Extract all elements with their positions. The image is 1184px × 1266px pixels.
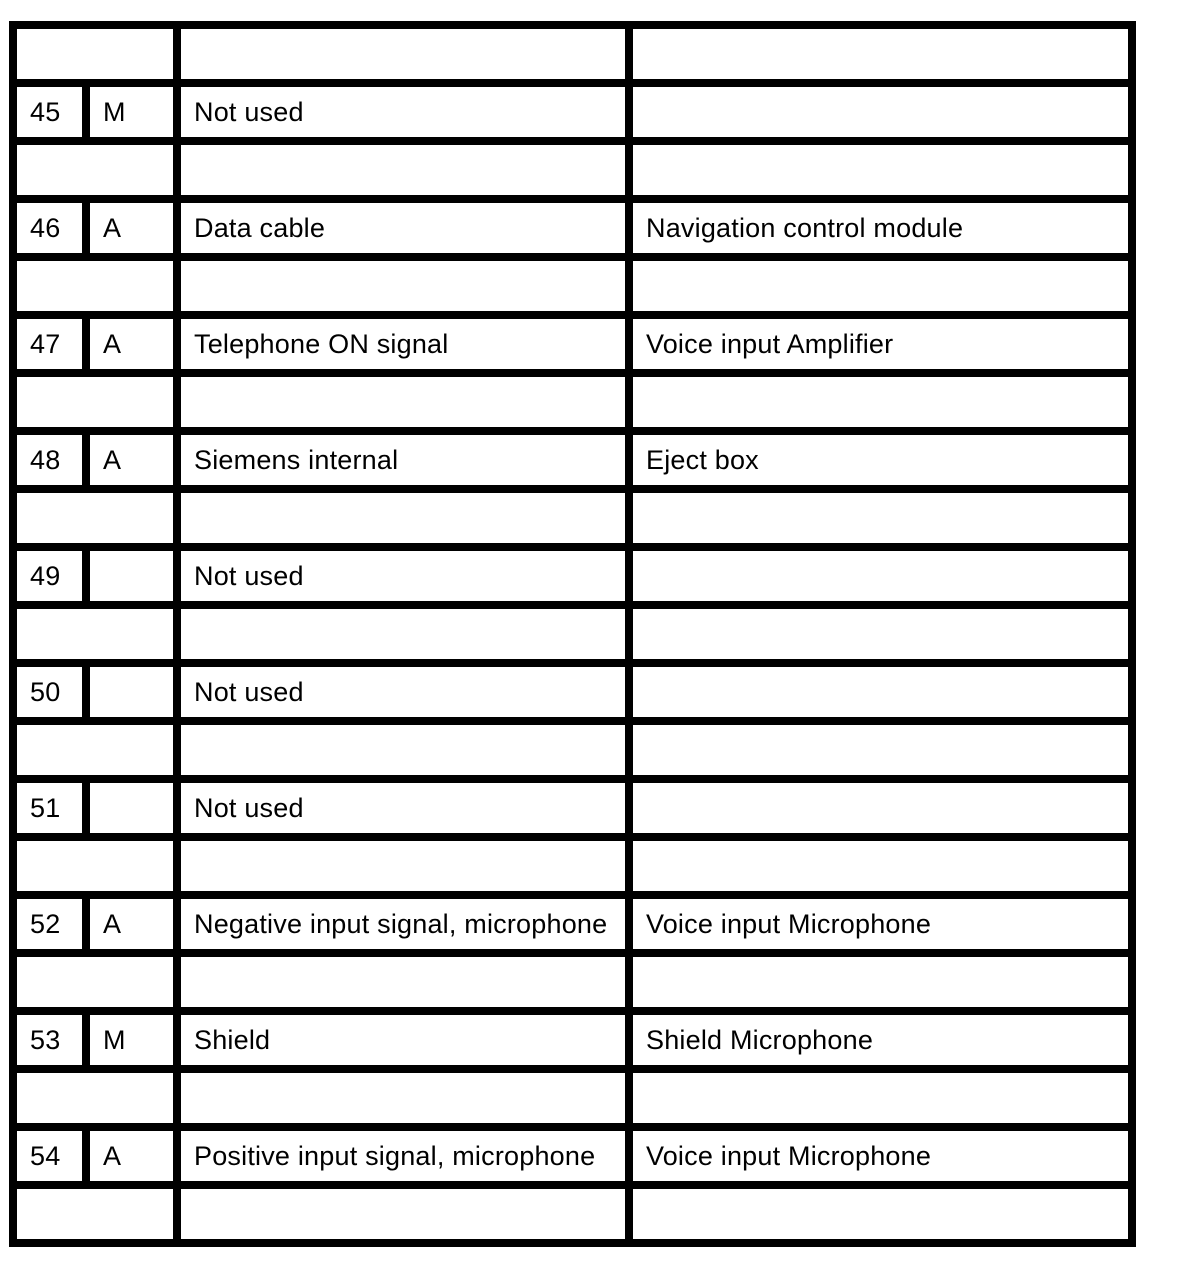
signal-type-cell: M — [90, 1015, 173, 1065]
spacer-pin-type-cell — [17, 1189, 173, 1239]
spacer-connection-cell — [633, 1073, 1128, 1123]
spacer-description-cell — [181, 725, 625, 775]
spacer-connection-cell — [633, 29, 1128, 79]
signal-type-cell — [90, 551, 173, 601]
spacer-pin-type-cell — [17, 841, 173, 891]
pin-number-cell: 48 — [17, 435, 82, 485]
signal-type-cell — [90, 783, 173, 833]
spacer-pin-type-cell — [17, 493, 173, 543]
description-cell: Shield — [181, 1015, 625, 1065]
connection-cell: Shield Microphone — [633, 1015, 1128, 1065]
spacer-pin-type-cell — [17, 145, 173, 195]
spacer-description-cell — [181, 841, 625, 891]
spacer-description-cell — [181, 377, 625, 427]
spacer-description-cell — [181, 493, 625, 543]
spacer-description-cell — [181, 1073, 625, 1123]
spacer-description-cell — [181, 609, 625, 659]
pin-number-cell: 53 — [17, 1015, 82, 1065]
connection-cell — [633, 667, 1128, 717]
spacer-connection-cell — [633, 493, 1128, 543]
spacer-description-cell — [181, 1189, 625, 1239]
description-cell: Not used — [181, 551, 625, 601]
spacer-pin-type-cell — [17, 957, 173, 1007]
description-cell: Negative input signal, microphone — [181, 899, 625, 949]
connection-cell — [633, 551, 1128, 601]
signal-type-cell — [90, 667, 173, 717]
signal-type-cell: A — [90, 899, 173, 949]
spacer-description-cell — [181, 145, 625, 195]
spacer-pin-type-cell — [17, 725, 173, 775]
pin-number-cell: 49 — [17, 551, 82, 601]
signal-type-cell: A — [90, 1131, 173, 1181]
pin-number-cell: 47 — [17, 319, 82, 369]
description-cell: Telephone ON signal — [181, 319, 625, 369]
signal-type-cell: M — [90, 87, 173, 137]
spacer-connection-cell — [633, 725, 1128, 775]
connection-cell: Voice input Microphone — [633, 899, 1128, 949]
pin-number-cell: 50 — [17, 667, 82, 717]
pin-number-cell: 45 — [17, 87, 82, 137]
description-cell: Siemens internal — [181, 435, 625, 485]
connection-cell: Navigation control module — [633, 203, 1128, 253]
spacer-pin-type-cell — [17, 609, 173, 659]
pin-number-cell: 46 — [17, 203, 82, 253]
spacer-pin-type-cell — [17, 261, 173, 311]
signal-type-cell: A — [90, 203, 173, 253]
description-cell: Not used — [181, 667, 625, 717]
spacer-connection-cell — [633, 145, 1128, 195]
signal-type-cell: A — [90, 435, 173, 485]
spacer-connection-cell — [633, 377, 1128, 427]
spacer-connection-cell — [633, 261, 1128, 311]
pin-number-cell: 54 — [17, 1131, 82, 1181]
spacer-description-cell — [181, 261, 625, 311]
spacer-description-cell — [181, 957, 625, 1007]
description-cell: Not used — [181, 783, 625, 833]
description-cell: Positive input signal, microphone — [181, 1131, 625, 1181]
connection-cell: Voice input Microphone — [633, 1131, 1128, 1181]
connection-cell — [633, 87, 1128, 137]
description-cell: Not used — [181, 87, 625, 137]
spacer-connection-cell — [633, 1189, 1128, 1239]
spacer-connection-cell — [633, 957, 1128, 1007]
spacer-pin-type-cell — [17, 377, 173, 427]
signal-type-cell: A — [90, 319, 173, 369]
pin-number-cell: 51 — [17, 783, 82, 833]
connection-cell: Voice input Amplifier — [633, 319, 1128, 369]
pin-assignment-table — [9, 21, 1136, 1247]
spacer-pin-type-cell — [17, 29, 173, 79]
spacer-connection-cell — [633, 609, 1128, 659]
spacer-pin-type-cell — [17, 1073, 173, 1123]
spacer-description-cell — [181, 29, 625, 79]
spacer-connection-cell — [633, 841, 1128, 891]
pin-number-cell: 52 — [17, 899, 82, 949]
description-cell: Data cable — [181, 203, 625, 253]
connection-cell — [633, 783, 1128, 833]
connection-cell: Eject box — [633, 435, 1128, 485]
